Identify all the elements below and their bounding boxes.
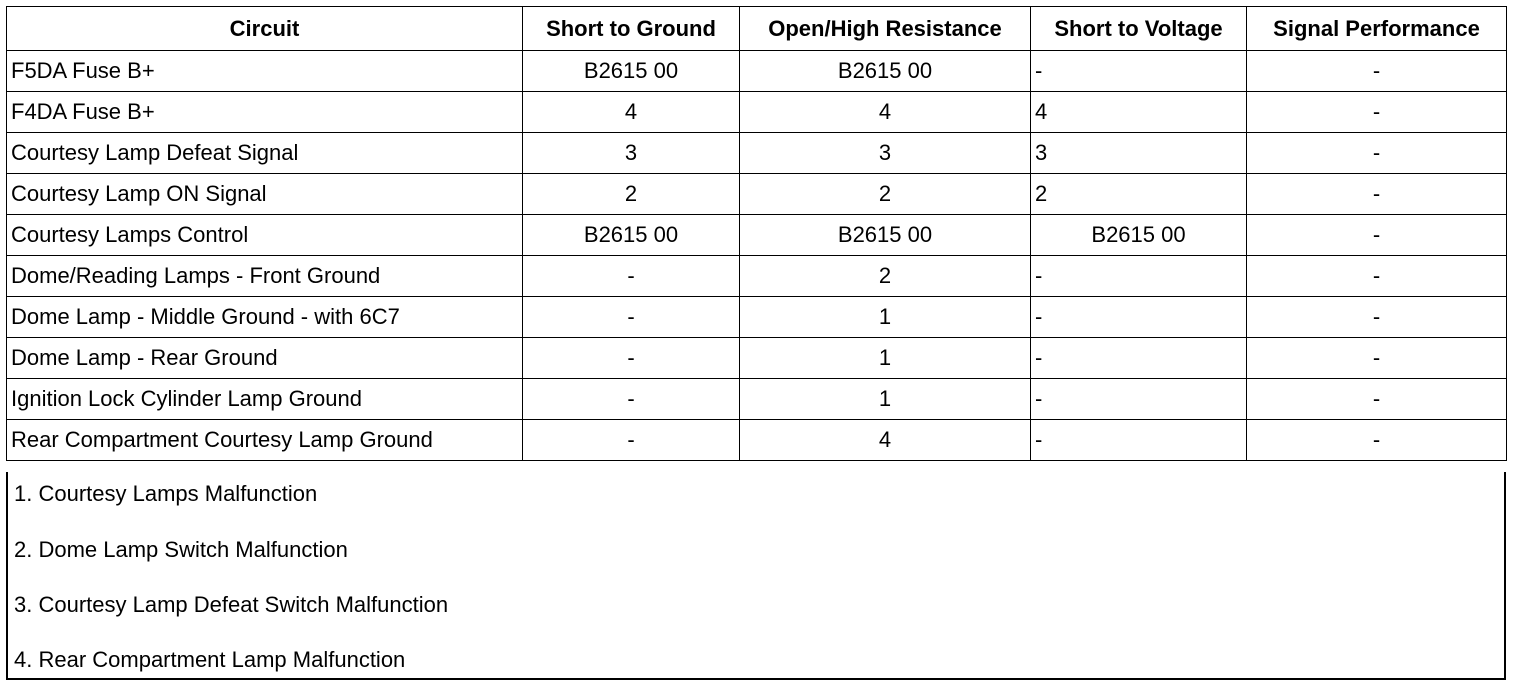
- circuit-cell: Dome/Reading Lamps - Front Ground: [7, 256, 523, 297]
- signal-performance-cell: -: [1247, 51, 1507, 92]
- open-high-resistance-cell: 1: [740, 338, 1031, 379]
- signal-performance-cell: -: [1247, 174, 1507, 215]
- short-to-voltage-cell: 4: [1031, 92, 1247, 133]
- header-circuit: Circuit: [7, 7, 523, 51]
- signal-performance-cell: -: [1247, 338, 1507, 379]
- note-item: 2. Dome Lamp Switch Malfunction: [14, 537, 348, 562]
- table-row: [7, 51, 1507, 92]
- short-to-voltage-cell: -: [1031, 256, 1247, 297]
- circuit-cell: Dome Lamp - Middle Ground - with 6C7: [7, 297, 523, 338]
- circuit-cell: Ignition Lock Cylinder Lamp Ground: [7, 379, 523, 420]
- open-high-resistance-cell: 2: [740, 174, 1031, 215]
- signal-performance-cell: -: [1247, 133, 1507, 174]
- note-item: 4. Rear Compartment Lamp Malfunction: [14, 647, 406, 672]
- table-row: [7, 297, 1507, 338]
- signal-performance-cell: -: [1247, 379, 1507, 420]
- open-high-resistance-cell: B2615 00: [740, 215, 1031, 256]
- circuit-diagnostic-table: [6, 6, 1507, 461]
- signal-performance-cell: -: [1247, 420, 1507, 461]
- table-row: [7, 92, 1507, 133]
- short-to-ground-cell: -: [523, 379, 740, 420]
- short-to-ground-cell: 4: [523, 92, 740, 133]
- header-signal-performance: Signal Performance: [1247, 7, 1507, 51]
- circuit-cell: Courtesy Lamps Control: [7, 215, 523, 256]
- table-row: [7, 133, 1507, 174]
- table-header-row: [7, 7, 1507, 51]
- table-row: [7, 379, 1507, 420]
- circuit-cell: Courtesy Lamp Defeat Signal: [7, 133, 523, 174]
- table-row: [7, 420, 1507, 461]
- short-to-voltage-cell: B2615 00: [1031, 215, 1247, 256]
- open-high-resistance-cell: 4: [740, 420, 1031, 461]
- open-high-resistance-cell: 1: [740, 297, 1031, 338]
- open-high-resistance-cell: 1: [740, 379, 1031, 420]
- signal-performance-cell: -: [1247, 297, 1507, 338]
- short-to-ground-cell: 3: [523, 133, 740, 174]
- note-item: 1. Courtesy Lamps Malfunction: [14, 481, 318, 506]
- header-open-high-resistance: Open/High Resistance: [740, 7, 1031, 51]
- table-row: [7, 338, 1507, 379]
- header-short-to-ground: Short to Ground: [523, 7, 740, 51]
- open-high-resistance-cell: 4: [740, 92, 1031, 133]
- short-to-voltage-cell: -: [1031, 379, 1247, 420]
- short-to-ground-cell: -: [523, 338, 740, 379]
- circuit-cell: F4DA Fuse B+: [7, 92, 523, 133]
- short-to-ground-cell: -: [523, 297, 740, 338]
- signal-performance-cell: -: [1247, 92, 1507, 133]
- short-to-ground-cell: -: [523, 420, 740, 461]
- notes-section: [6, 472, 1506, 680]
- table-row: [7, 215, 1507, 256]
- short-to-voltage-cell: -: [1031, 420, 1247, 461]
- table-row: [7, 256, 1507, 297]
- header-short-to-voltage: Short to Voltage: [1031, 7, 1247, 51]
- note-item: 3. Courtesy Lamp Defeat Switch Malfunction: [14, 592, 449, 617]
- short-to-voltage-cell: -: [1031, 338, 1247, 379]
- open-high-resistance-cell: 3: [740, 133, 1031, 174]
- short-to-voltage-cell: -: [1031, 51, 1247, 92]
- circuit-cell: Dome Lamp - Rear Ground: [7, 338, 523, 379]
- open-high-resistance-cell: B2615 00: [740, 51, 1031, 92]
- short-to-ground-cell: 2: [523, 174, 740, 215]
- short-to-ground-cell: B2615 00: [523, 215, 740, 256]
- table-row: [7, 174, 1507, 215]
- open-high-resistance-cell: 2: [740, 256, 1031, 297]
- short-to-voltage-cell: 3: [1031, 133, 1247, 174]
- short-to-voltage-cell: -: [1031, 297, 1247, 338]
- signal-performance-cell: -: [1247, 256, 1507, 297]
- signal-performance-cell: -: [1247, 215, 1507, 256]
- short-to-ground-cell: -: [523, 256, 740, 297]
- short-to-voltage-cell: 2: [1031, 174, 1247, 215]
- circuit-cell: Courtesy Lamp ON Signal: [7, 174, 523, 215]
- circuit-cell: Rear Compartment Courtesy Lamp Ground: [7, 420, 523, 461]
- short-to-ground-cell: B2615 00: [523, 51, 740, 92]
- circuit-cell: F5DA Fuse B+: [7, 51, 523, 92]
